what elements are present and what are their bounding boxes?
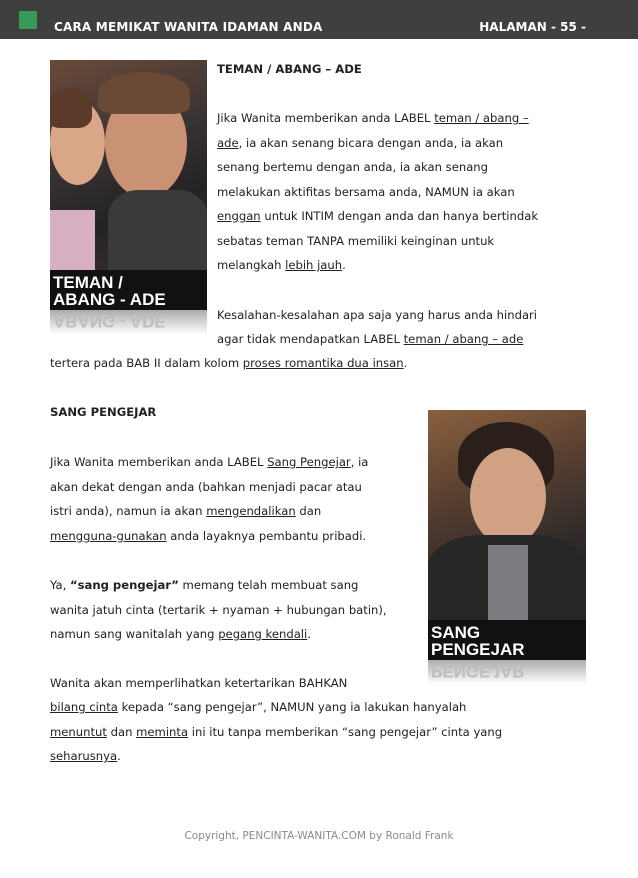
s2-p1-line2: akan dekat dengan anda (bahkan menjadi pacar atau (50, 480, 362, 494)
underline-meminta: meminta (136, 725, 189, 739)
section1-heading: TEMAN / ABANG – ADE (217, 62, 362, 76)
s1-p2-line1: Kesalahan-kesalahan apa saja yang harus anda hindari (217, 308, 538, 322)
man-face (470, 448, 546, 546)
s2-p2-line2: wanita jatuh cinta (tertarik + nyaman + hubungan batin), (50, 603, 387, 617)
s2-p1-line3: istri anda), namun ia akan mengendalikan dan (50, 504, 322, 518)
s2-p3-line2: bilang cinta kepada “sang pengejar”, NAMUN yang ia lakukan hanyalah (50, 700, 467, 714)
underline-menuntut: menuntut (50, 725, 107, 739)
photo1-caption-line1: TEMAN / (53, 273, 123, 292)
photo2-caption-line1: SANG (431, 623, 481, 642)
s2-p2-line1: Ya, “sang pengejar” memang telah membuat sang (50, 578, 359, 592)
s2-p3-line1: Wanita akan memperlihatkan ketertarikan BAHKAN (50, 676, 348, 690)
s2-p3-line3: menuntut dan meminta ini itu tanpa memberikan “sang pengejar” cinta yang (50, 725, 503, 739)
s1-p1-line5: enggan untuk INTIM dengan anda dan hanya bertindak (217, 209, 539, 223)
s1-p1-line2: ade, ia akan senang bicara dengan anda, ia akan (217, 136, 504, 150)
underline-mengguna-gunakan: mengguna-gunakan (50, 529, 167, 543)
s1-p1-line7: melangkah lebih jauh. (217, 258, 346, 272)
underline-teman-abang-ade: teman / abang – ade (403, 332, 524, 346)
underline-pegang-kendali: pegang kendali (218, 627, 308, 641)
s2-p1-line1: Jika Wanita memberikan anda LABEL Sang Pengejar, ia (50, 455, 369, 469)
underline-lebih-jauh: lebih jauh (285, 258, 343, 272)
footer-copyright: Copyright, PENCINTA-WANITA.COM by Ronald Frank (184, 830, 454, 842)
photo-teman-abang-ade (50, 60, 207, 310)
header-square-icon (19, 11, 37, 29)
man-tshirt (488, 545, 528, 625)
man-hair (98, 72, 190, 114)
page-number: HALAMAN - 55 - (479, 20, 586, 34)
s2-p3-line4: seharusnya. (50, 749, 121, 763)
s2-p2-line3: namun sang wanitalah yang pegang kendali. (50, 627, 311, 641)
photo1-reflection: ABANG - ADE (50, 310, 207, 334)
photo2-reflection: PENGEJAR (428, 660, 586, 684)
section2-heading: SANG PENGEJAR (50, 405, 157, 419)
s1-p1-line3: senang bertemu dengan anda, ia akan senang (217, 160, 489, 174)
s1-p2-line2: agar tidak mendapatkan LABEL teman / abang – ade (217, 332, 524, 346)
photo1-caption-line2: ABANG - ADE (53, 290, 166, 309)
photo-sang-pengejar (428, 410, 586, 660)
s1-p2-line3: tertera pada BAB II dalam kolom proses romantika dua insan. (50, 356, 408, 370)
underline-sang-pengejar: Sang Pengejar (267, 455, 351, 469)
header-title: CARA MEMIKAT WANITA IDAMAN ANDA (54, 20, 323, 34)
s1-p1-line6: sebatas teman TANPA memiliki keinginan untuk (217, 234, 495, 248)
link-teman-abang: teman / abang – (434, 111, 529, 125)
s2-p1-line4: mengguna-gunakan anda layaknya pembantu pribadi. (50, 529, 367, 543)
underline-mengendalikan: mengendalikan (206, 504, 296, 518)
s1-p1-line1: Jika Wanita memberikan anda LABEL teman / abang – (217, 111, 529, 125)
bold-sang-pengejar: “sang pengejar” (69, 578, 179, 592)
underline-enggan: enggan (217, 209, 261, 223)
page-header (0, 0, 638, 39)
link-ade: ade (217, 136, 239, 150)
underline-seharusnya: seharusnya (50, 749, 118, 763)
man-shirt (108, 190, 207, 280)
underline-proses-romantika: proses romantika dua insan (242, 356, 404, 370)
photo2-caption-line2: PENGEJAR (431, 640, 525, 659)
woman-hair (50, 88, 92, 128)
s1-p1-line4: melakukan aktifitas bersama anda, NAMUN ia akan (217, 185, 515, 199)
underline-bilang-cinta: bilang cinta (50, 700, 118, 714)
